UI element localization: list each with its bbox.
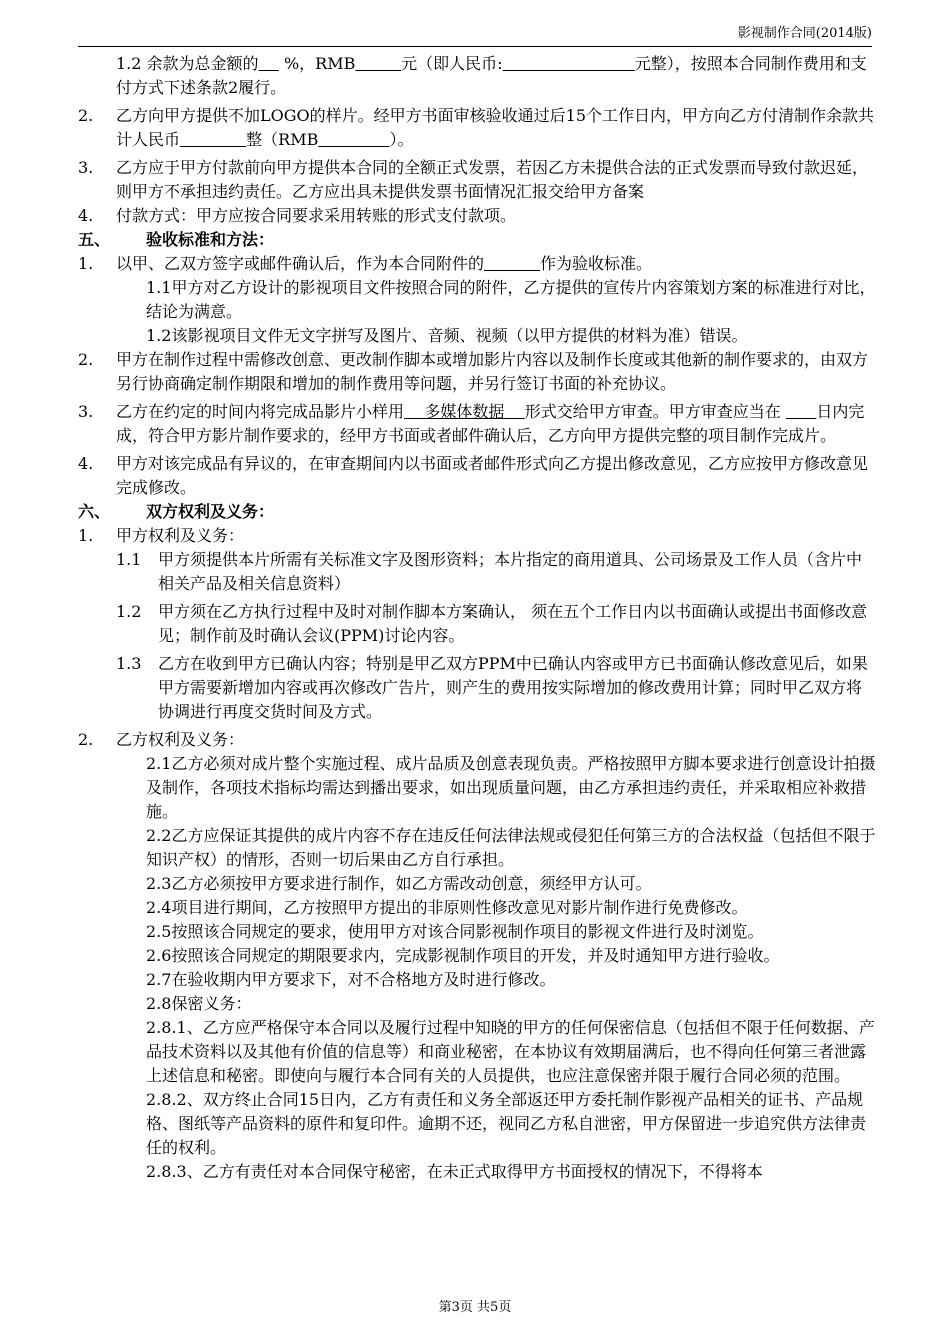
clause-6-1-2: 1.2 甲方须在乙方执行过程中及时对制作脚本方案确认， 须在五个工作日内以书面确认或提出书面修改意见；制作前及时确认会议(PPM)讨论内容。	[116, 602, 868, 645]
clause-4-1-2: 1.2 余款为总金额的 %，RMB 元（即人民币: 元整），按照本合同制作费用和支付方式下述条款2履行。	[116, 54, 867, 97]
clause-5-2: 2. 甲方在制作过程中需修改创意、更改制作脚本或增加影片内容以及制作长度或其他新的制作要求的，由双方另行协商确定制作期限和增加的制作费用等问题，并另行签订书面的补充协议。	[78, 350, 869, 393]
clause-5-1-2: 1.2该影视项目文件无文字拼写及图片、音频、视频（以甲方提供的材料为准）错误。	[146, 326, 748, 345]
section-5-heading: 五、 验收标准和方法：	[78, 230, 275, 249]
clause-5-1: 1. 以甲、乙双方签字或邮件确认后，作为本合同附件的 作为验收标准。	[78, 254, 652, 273]
clause-6-1-1: 1.1 甲方须提供本片所需有关标准文字及图形资料；本片指定的商用道具、公司场景及工作人员（含片中相关产品及相关信息资料）	[116, 550, 863, 593]
clause-6-2-3: 2.3乙方必须按甲方要求进行制作，如乙方需改动创意，须经甲方认可。	[146, 874, 652, 893]
clause-6-2-8: 2.8保密义务：	[146, 994, 252, 1013]
document-body	[78, 52, 876, 1184]
clause-6-2-8-1: 2.8.1、乙方应严格保守本合同以及履行过程中知晓的甲方的任何保密信息（包括但不限于任何数据、产品技术资料以及其他有价值的信息等）和商业秘密，在本协议有效期届满后，也不得向任何第三者泄露上述信息和秘密。即使向与履行本合同有关的人员提供，也应注意保密并限于履行合同必须的范围。	[146, 1018, 875, 1085]
clause-5-1-1: 1.1甲方对乙方设计的影视项目文件按照合同的附件，乙方提供的宣传片内容策划方案的标准进行对比，结论为满意。	[146, 278, 876, 321]
blank-percent	[259, 54, 279, 73]
clause-6-2: 2. 乙方权利及义务：	[78, 730, 245, 749]
clause-4-2: 2. 乙方向甲方提供不加LOGO的样片。经甲方书面审核验收通过后15个工作日内，甲方向乙方付清制作余款共计人民币 整（RMB ）。	[78, 106, 875, 149]
page-number: 第3页 共5页	[438, 1300, 512, 1315]
clause-6-1: 1. 甲方权利及义务：	[78, 526, 245, 545]
page-footer	[0, 1296, 950, 1315]
clause-6-2-8-3: 2.8.3、乙方有责任对本合同保守秘密，在未正式取得甲方书面授权的情况下，不得将本	[146, 1162, 763, 1181]
clause-6-2-2: 2.2乙方应保证其提供的成片内容不存在违反任何法律法规或侵犯任何第三方的合法权益（包括但不限于知识产权）的情形，否则一切后果由乙方自行承担。	[146, 826, 876, 869]
clause-6-2-8-2: 2.8.2、双方终止合同15日内，乙方有责任和义务全部返还甲方委托制作影视产品相关的证书、产品规格、图纸等产品资料的原件和复印件。逾期不还，视同乙方私自泄密，甲方保留进一步追究供方法律责任的权利。	[146, 1090, 867, 1157]
clause-6-2-4: 2.4项目进行期间，乙方按照甲方提出的非原则性修改意见对影片制作进行免费修改。	[146, 898, 748, 917]
clause-5-3: 3. 乙方在约定的时间内将完成品影片小样用 多媒体数据 形式交给甲方审查。甲方审查应当在 日内完成，符合甲方影片制作要求的，经甲方书面或者邮件确认后，乙方向甲方提供完整的项目制作完成片。	[78, 402, 865, 445]
clause-4-4: 4. 付款方式：甲方应按合同要求采用转账的形式支付款项。	[78, 206, 517, 225]
clause-5-4: 4. 甲方对该完成品有异议的，在审查期间内以书面或者邮件形式向乙方提出修改意见，乙方应按甲方修改意见完成修改。	[78, 454, 869, 497]
section-6-heading: 六、 双方权利及义务：	[78, 502, 275, 521]
header-title: 影视制作合同(2014版)	[737, 26, 872, 41]
clause-4-3: 3. 乙方应于甲方付款前向甲方提供本合同的全额正式发票，若因乙方未提供合法的正式发票而导致付款迟延，则甲方不承担违约责任。乙方应出具未提供发票书面情况汇报交给甲方备案	[78, 158, 869, 201]
clause-6-2-5: 2.5按照该合同规定的要求，使用甲方对该合同影视制作项目的影视文件进行及时浏览。	[146, 922, 764, 941]
clause-6-2-6: 2.6按照该合同规定的期限要求内，完成影视制作项目的开发，并及时通知甲方进行验收。	[146, 946, 780, 965]
clause-6-2-7: 2.7在验收期内甲方要求下，对不合格地方及时进行修改。	[146, 970, 556, 989]
page-header	[78, 22, 872, 47]
clause-6-2-1: 2.1乙方必须对成片整个实施过程、成片品质及创意表现负责。严格按照甲方脚本要求进行创意设计拍摄及制作，各项技术指标均需达到播出要求，如出现质量问题，由乙方承担违约责任，并采取相应补救措施。	[146, 754, 876, 821]
clause-6-1-3: 1.3 乙方在收到甲方已确认内容；特别是甲乙双方PPM中已确认内容或甲方已书面确认修改意见后，如果甲方需要新增加内容或再次修改广告片，则产生的费用按实际增加的修改费用计算；同时甲乙双方将协调进行再度交货时间及方式。	[116, 654, 868, 721]
